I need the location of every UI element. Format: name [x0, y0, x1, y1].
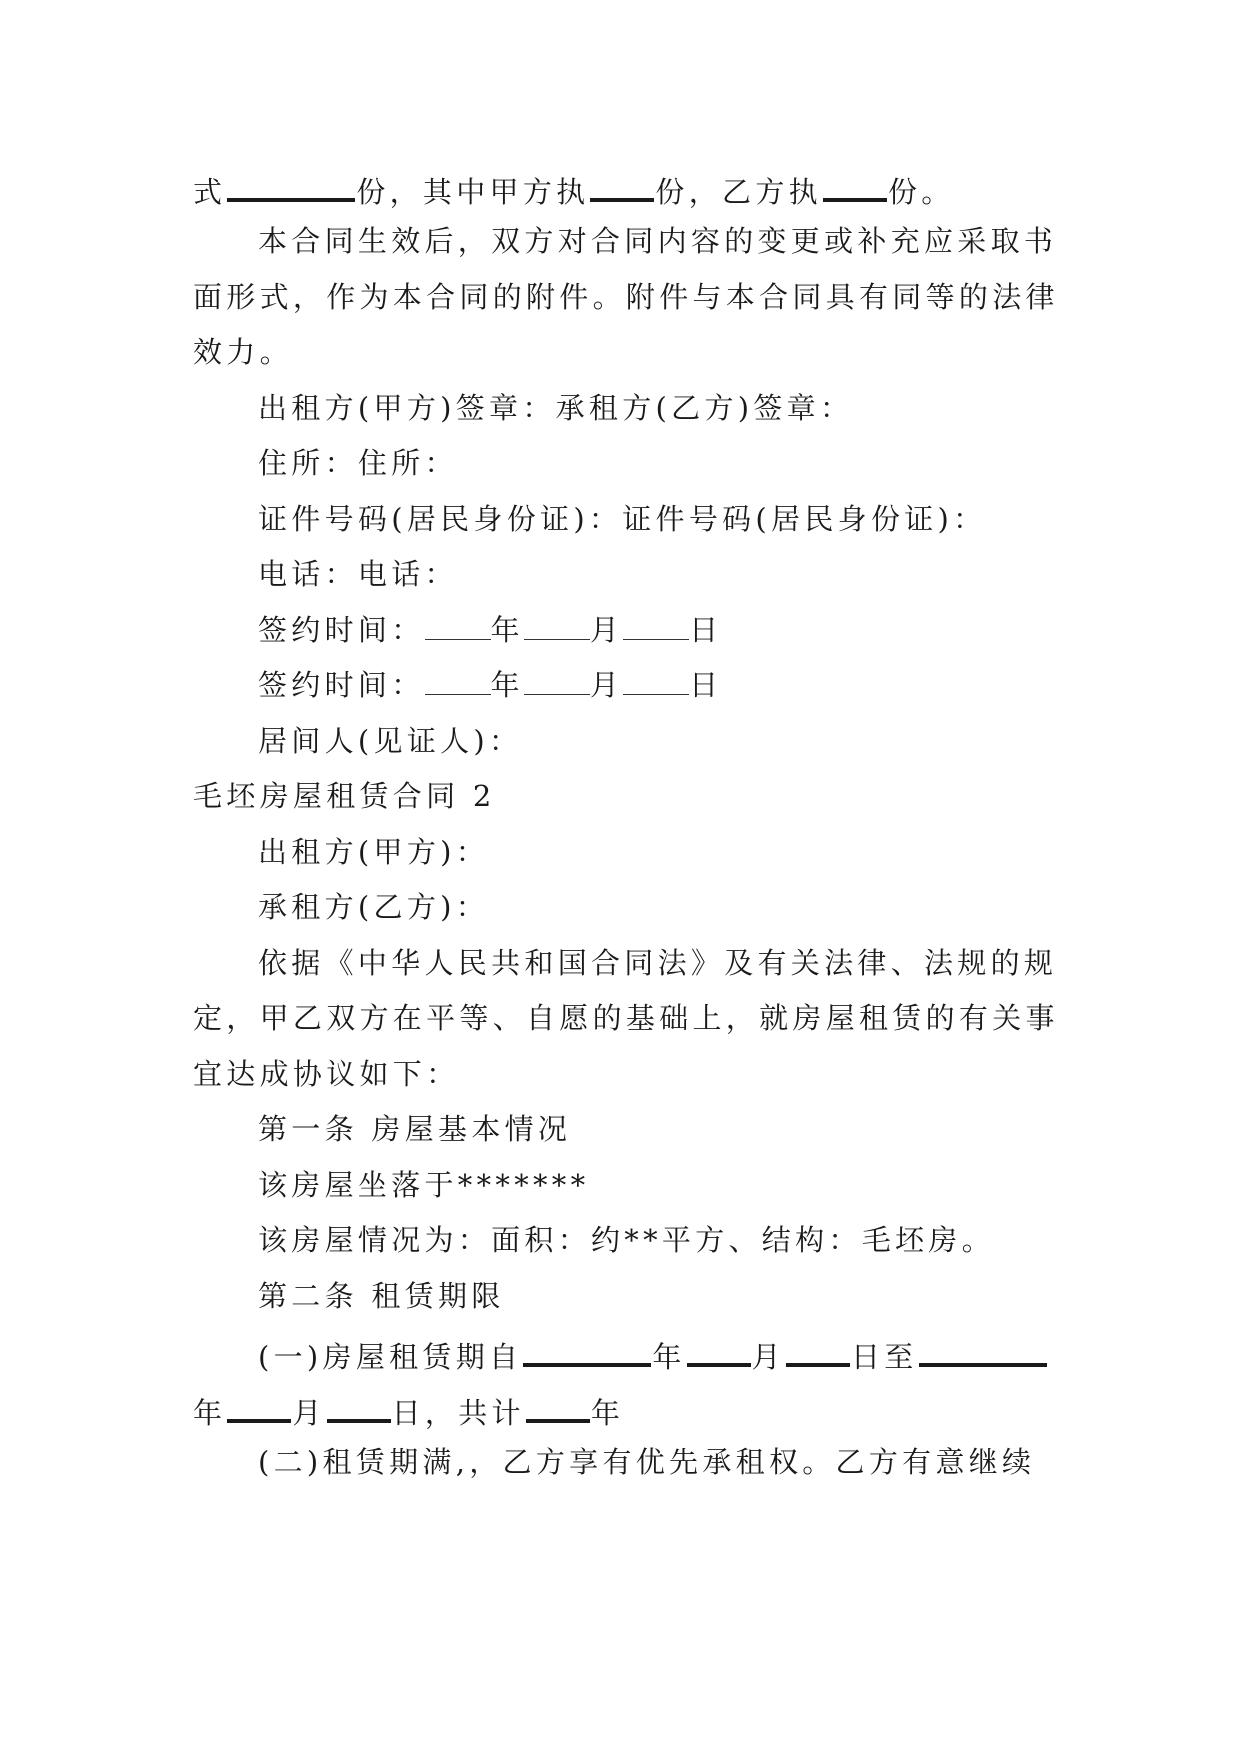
phone-line: 电话：电话：: [258, 557, 458, 591]
text-segment: 式: [193, 175, 227, 209]
date-blank: [623, 613, 689, 640]
address-line: 住所：住所：: [258, 446, 458, 480]
text-segment: 日至: [850, 1340, 918, 1374]
article-heading: 第二条 租赁期限: [258, 1279, 505, 1313]
fill-blank: [786, 1331, 850, 1367]
paragraph-line: 依据《中华人民共和国合同法》及有关法律、法规的规: [258, 946, 1058, 980]
lease-term-line: [258, 1331, 1048, 1377]
text-segment: 月: [589, 668, 624, 702]
fill-blank: [526, 1387, 590, 1423]
witness-line: 居间人(见证人)：: [258, 724, 523, 758]
paragraph-line: 本合同生效后，双方对合同内容的变更或补充应采取书: [258, 224, 1058, 258]
text-segment: 年: [590, 1396, 625, 1430]
text-segment: 份，乙方执: [655, 175, 822, 209]
text-segment: 年: [490, 668, 524, 702]
text-segment: 年: [490, 613, 524, 647]
text-segment: (一)房屋租赁期自: [258, 1340, 523, 1374]
article-heading: 第一条 房屋基本情况: [258, 1112, 572, 1146]
text-segment: 日: [689, 613, 723, 647]
fill-blank: [590, 166, 654, 202]
date-blank: [524, 613, 590, 640]
text-segment: 签约时间：: [258, 613, 425, 647]
lease-term-line: [193, 1387, 624, 1433]
fill-blank: [687, 1331, 751, 1367]
date-blank: [623, 668, 689, 695]
id-number-line: 证件号码(居民身份证)：证件号码(居民身份证)：: [258, 502, 987, 536]
text-segment: 日: [689, 668, 723, 702]
signature-line: 出租方(甲方)签章：承租方(乙方)签章：: [258, 391, 854, 425]
fill-blank: [919, 1331, 1047, 1367]
fill-blank: [227, 1387, 291, 1423]
paragraph-line: (二)租赁期满,，乙方享有优先承租权。乙方有意继续: [258, 1445, 1036, 1479]
date-blank: [524, 668, 590, 695]
fill-blank: [327, 1387, 391, 1423]
text-segment: 份。: [887, 175, 955, 209]
text-segment: 份，其中甲方执: [356, 175, 590, 209]
paragraph-line: 该房屋坐落于*******: [258, 1168, 590, 1202]
copies-clause-line: [193, 166, 955, 212]
paragraph-line: 该房屋情况为：面积：约**平方、结构：毛坯房。: [258, 1223, 995, 1257]
text-segment: 日，共计: [391, 1396, 525, 1430]
signing-date-line: [258, 665, 722, 705]
date-blank: [425, 668, 491, 695]
signing-date-line: [258, 610, 722, 650]
contract-heading: 毛坯房屋租赁合同 2: [193, 779, 496, 813]
lessor-line: 出租方(甲方)：: [258, 835, 490, 869]
fill-blank: [227, 166, 355, 202]
text-segment: 月: [589, 613, 624, 647]
lessee-line: 承租方(乙方)：: [258, 890, 490, 924]
paragraph-line: 宜达成协议如下：: [193, 1057, 460, 1091]
paragraph-line: 定，甲乙双方在平等、自愿的基础上，就房屋租赁的有关事: [193, 1001, 1059, 1035]
fill-blank: [823, 166, 887, 202]
date-blank: [425, 613, 491, 640]
paragraph-line: 面形式，作为本合同的附件。附件与本合同具有同等的法律: [193, 280, 1059, 314]
fill-blank: [523, 1331, 651, 1367]
text-segment: 月: [292, 1396, 326, 1430]
paragraph-line: 效力。: [193, 335, 293, 369]
text-segment: 月: [751, 1340, 785, 1374]
text-segment: 年: [193, 1396, 227, 1430]
text-segment: 签约时间：: [258, 668, 425, 702]
text-segment: 年: [652, 1340, 686, 1374]
